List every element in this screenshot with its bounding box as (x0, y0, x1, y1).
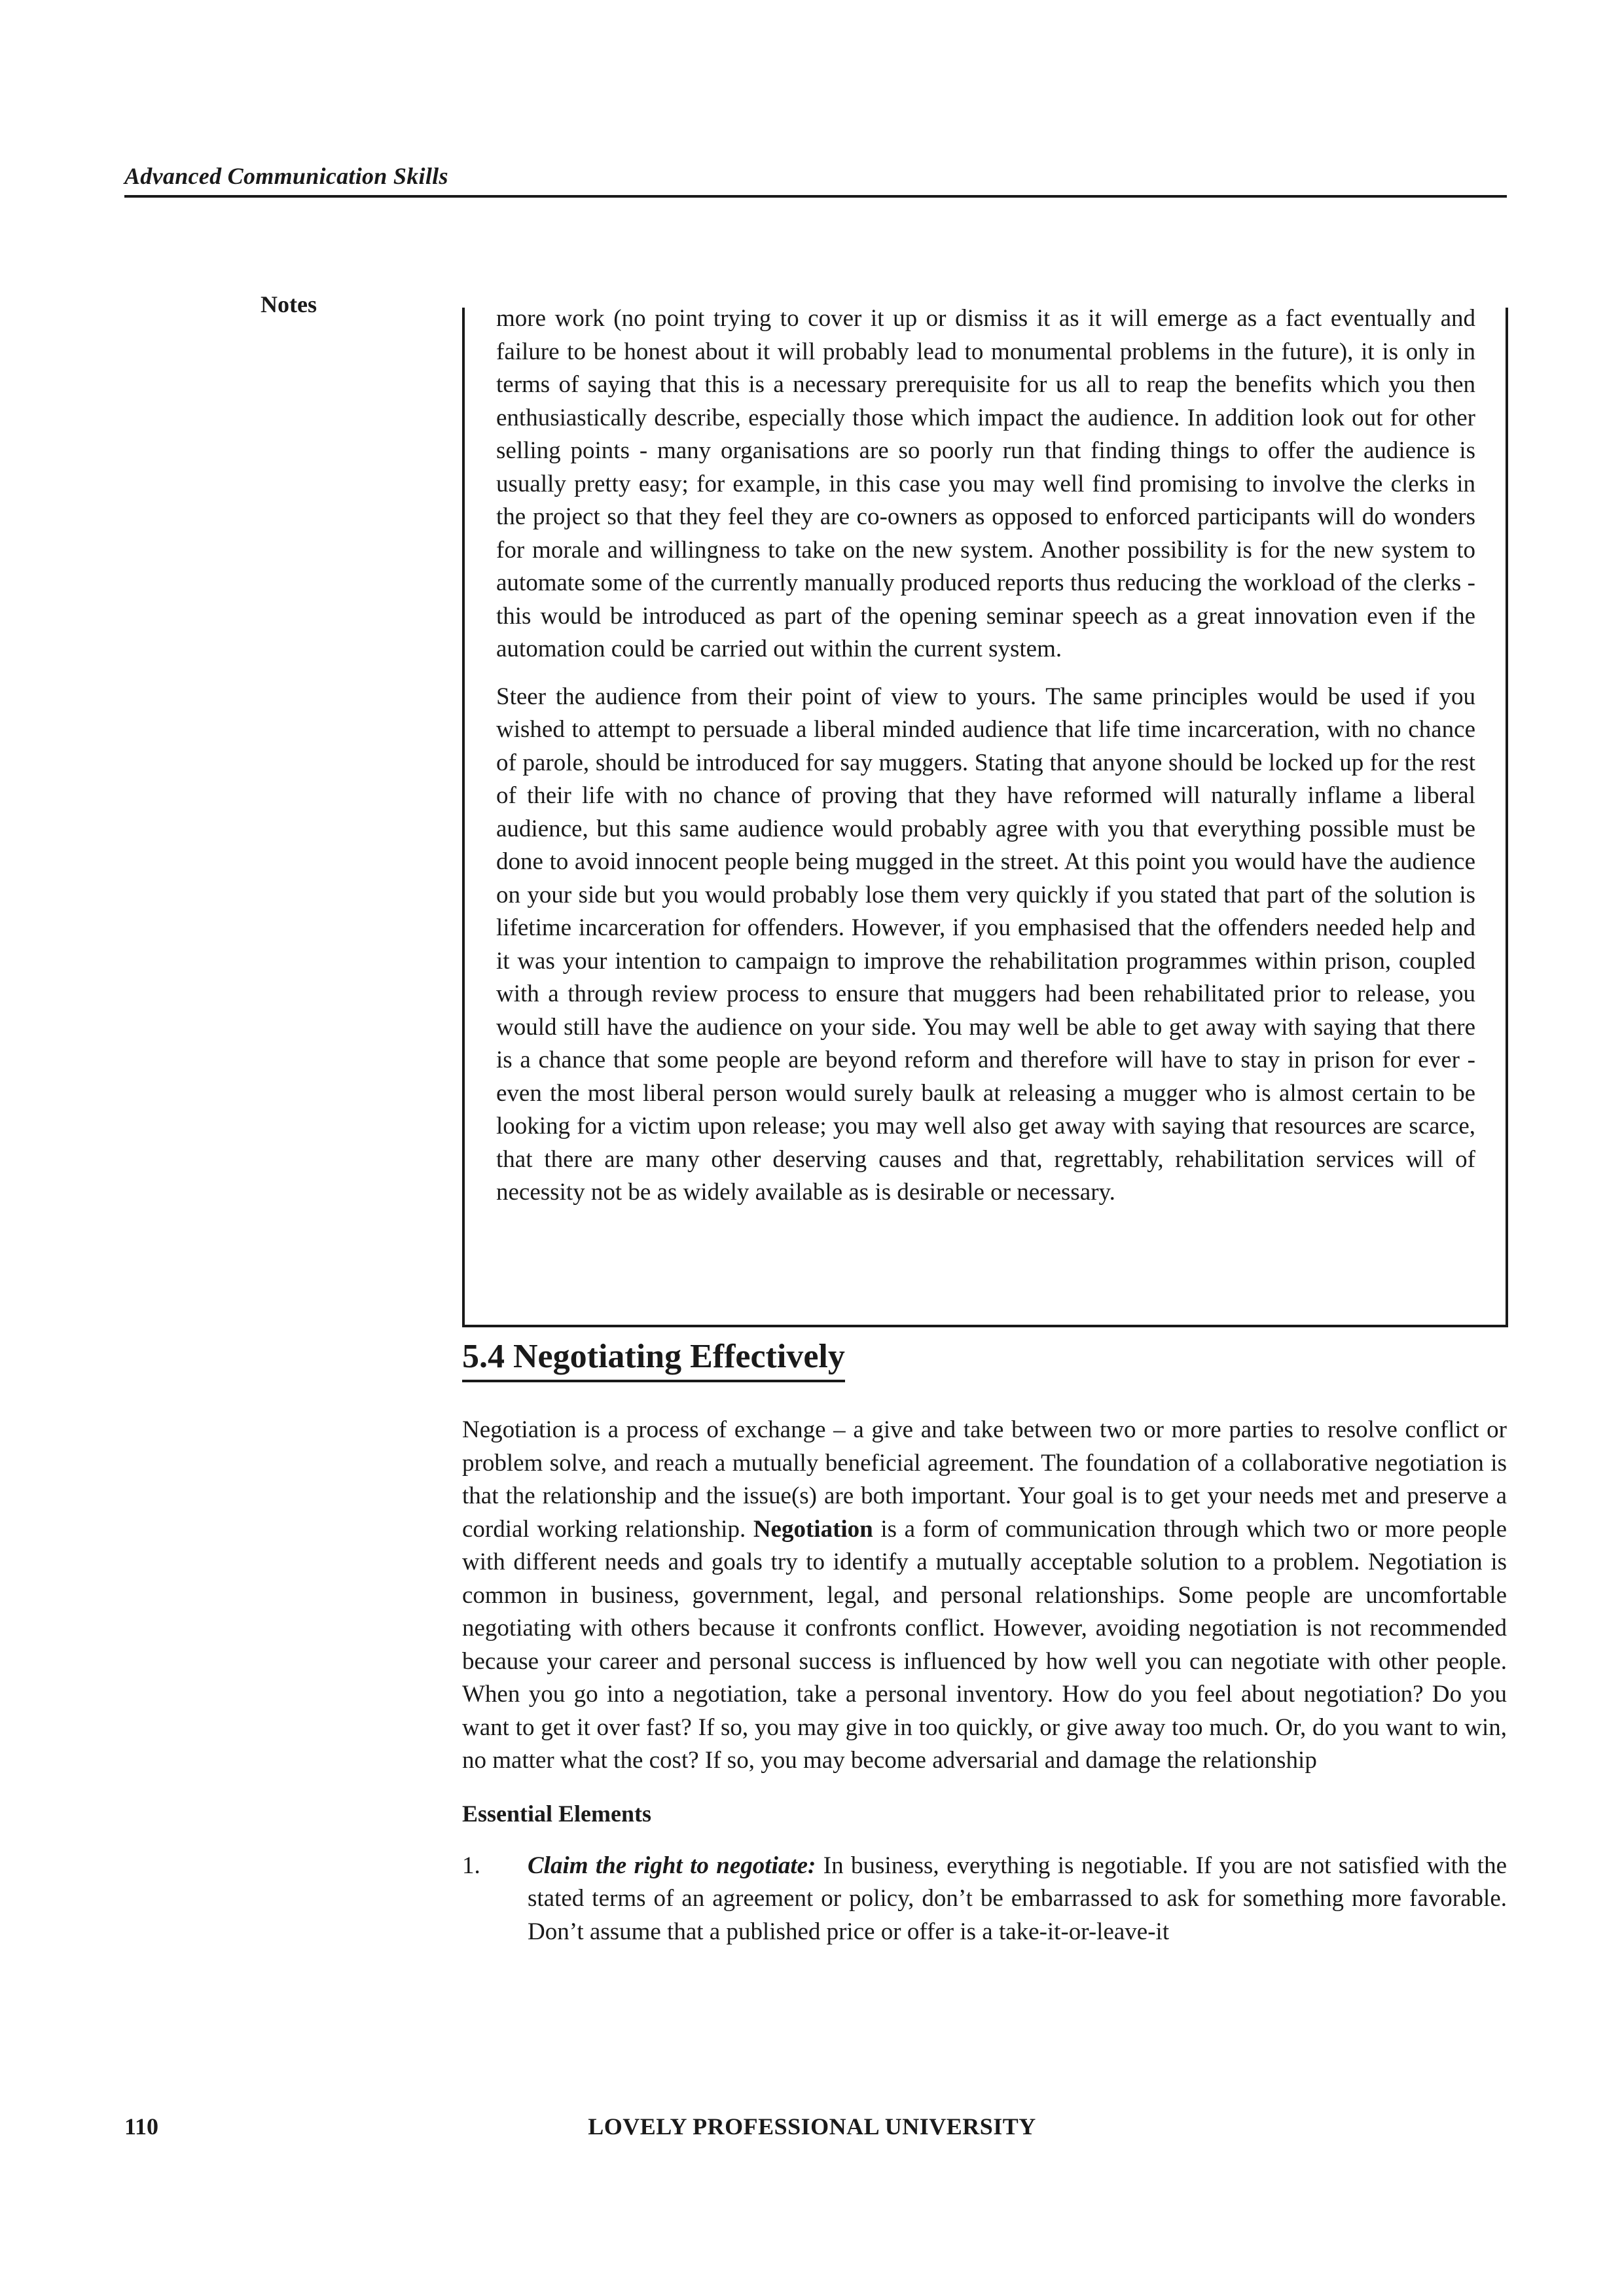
running-header (124, 162, 1507, 198)
footer-university: LOVELY PROFESSIONAL UNIVERSITY (588, 2113, 1036, 2140)
paragraph-text: Negotiation is a process of exchange – a give and take between two or more parties to resolve conflict or problem solve, and reach a mutually beneficial agreement. The foundation of a collaborative negotiation is that the relationship and the issue(s) are both important. Your goal is to get your needs met and preserve a cordial working relationship. (462, 1416, 1507, 1543)
notes-margin-label: Notes (261, 291, 317, 317)
paragraph-text: is a form of communication through which two or more people with different needs and goals try to identify a mutually acceptable solution to a problem. Negotiation is common in business, government, legal, and personal relationships. Some people are uncomfortable negotiating with others because it confronts conflict. However, avoiding negotiation is not recommended because your career and personal success is influenced by how well you can negotiate with other people. When you go into a negotiation, take a personal inventory. How do you feel about negotiation? Do you want to get it over fast? If so, you may give in too quickly, or give away too much. Or, do you want to win, no matter what the cost? If so, you may become adversarial and damage the relationship (462, 1515, 1507, 1774)
book-title: Advanced Communication Skills (124, 163, 448, 189)
list-number: 1. (462, 1852, 480, 1879)
boxed-text-body (496, 302, 1475, 1210)
page-number: 110 (124, 2113, 159, 2140)
boxed-paragraph: Steer the audience from their point of view to yours. The same principles would be used if you wished to attempt to persuade a liberal minded audience that life time incarceration, with no chance of parole, should be introduced for say muggers. Stating that anyone should be locked up for the rest of their life with no chance of proving that they have reformed will naturally inflame a liberal audience, but this same audience would probably agree with you that everything possible must be done to avoid innocent people being mugged in the street. At this point you would have the audience on your side but you would probably lose them very quickly if you stated that part of the solution is lifetime incarceration for offenders. However, if you emphasised that the offenders needed help and it was your intention to campaign to improve the rehabilitation programmes within prison, coupled with a through review process to ensure that muggers had been rehabilitated prior to release, you would still have the audience on your side. You may well be able to get away with saying that there is a chance that some people are beyond reform and therefore will have to stay in prison for ever - even the most liberal person would surely baulk at releasing a mugger who is almost certain to be looking for a victim upon release; you may well also get away with saying that resources are scarce, that there are many other deserving causes and that, regrettably, rehabilitation services will of necessity not be as widely available as is desirable or necessary. (496, 683, 1475, 1206)
bold-term: Negotiation (753, 1515, 873, 1543)
section-heading: 5.4 Negotiating Effectively (462, 1335, 845, 1382)
boxed-text-frame (462, 305, 1508, 1327)
boxed-paragraph: more work (no point trying to cover it up or dismiss it as it will emerge as a fact eventually and failure to be honest about it will probably lead to monumental problems in the future), it is only in terms of saying that this is a necessary prerequisite for us all to reap the benefits which you then enthusiastically describe, especially those which impact the audience. In addition look out for other selling points - many organisations are so poorly run that finding things to offer the audience is usually pretty easy; for example, in this case you may well find promising to involve the clerks in the project so that they feel they are co-owners as opposed to enforced participants will do wonders for morale and willingness to take on the new system. Another possibility is for the new system to automate some of the currently manually produced reports thus reducing the workload of the clerks - this would be introduced as part of the opening seminar speech as a great innovation even if the automation could be carried out within the current system. (496, 305, 1475, 662)
negotiation-paragraph (462, 1414, 1507, 1778)
numbered-list (462, 1850, 1507, 1949)
list-item-body: In business, everything is negotiable. If you are not satisfied with the stated terms of an agreement or policy, don’t be embarrassed to ask for something more favorable. Don’t assume that a published price or offer is a take-it-or-leave-it (528, 1852, 1507, 1945)
subheading-essential-elements: Essential Elements (462, 1800, 652, 1827)
list-item (462, 1850, 1507, 1949)
list-item-text (528, 1850, 1507, 1949)
section-body (462, 1414, 1507, 1948)
list-item-lead: Claim the right to negotiate: (528, 1852, 816, 1879)
